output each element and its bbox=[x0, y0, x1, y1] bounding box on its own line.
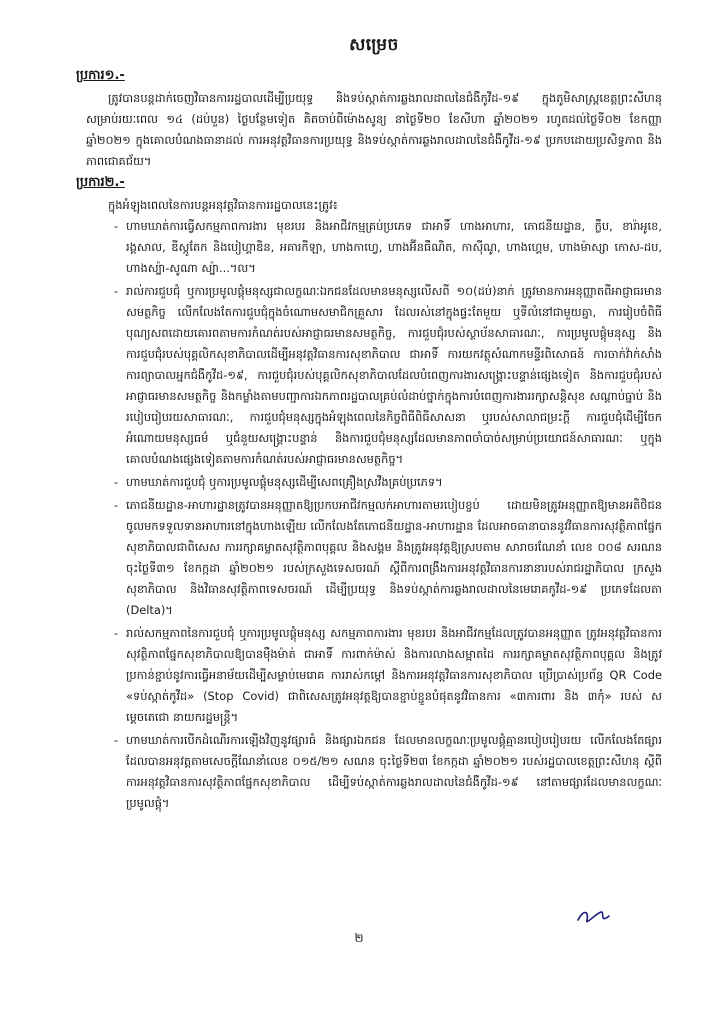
bullet-text: រាល់ការជួបជុំ ឬការប្រមូលផ្តុំមនុស្សជាលក្ខណៈឯកជនដែលមានមនុស្សលើសពី ១០(ដប់)នាក់ ត្រូវមានការអនុញ្ញាតពីអាជ្ញាធរមានសមត្ថកិច្ច លើកលែងតែការជួបជុំក្នុងចំណោមសមាជិកគ្រួសារ ដែលរស់នៅក្នុងផ្ទះតែមួយ ឬទីលំនៅជាមួយគ្នា, ការរៀបចំពិធីបុណ្យសពដោយគោរពតាមការកំណត់របស់អាជ្ញាធរមានសមត្ថកិច្ច, ការជួបជុំរបស់ស្ថាប័នសាធារណៈ, ការប្រមូលផ្តុំមនុស្ស និងការជួបជុំរបស់បុគ្គលិកសុខាភិបាលដើម្បីអនុវត្តវិធានការសុខាភិបាល ជាអាទិ៍ ការយកវត្ថុសំណាកមន្ទីរពិសោធន៍ ការចាក់វ៉ាក់សាំង ការព្យាបាលអ្នកជំងឺកូវីដ-១៩, ការជួបជុំរបស់បុគ្គលិកសុខាភិបាលដែលបំពេញការងារសង្គ្រោះបន្ទាន់ផ្សេងទៀត និងការជួបជុំរបស់អាជ្ញាធរមានសមត្ថកិច្ច និងកម្លាំងតាមបញ្ជាការឯកភាពរដ្ឋបាលគ្រប់លំដាប់ថ្នាក់ក្នុងការបំពេញការងាររក្សាសន្តិសុខ សណ្តាប់ធ្នាប់ និងរបៀបរៀបរយសាធារណៈ, ការជួបជុំមនុស្សក្នុងអំឡុងពេលនៃកិច្ចពិធីពិធីសាសនា ឬរបស់សាលាជម្រះក្តី ការជួបជុំដើម្បីចែកអំណោយមនុស្សធម៌ ឬជំនួយសង្គ្រោះបន្ទាន់ និងការជួបជុំមនុស្សដែលមានភាពចាំបាច់សម្រាប់ប្រយោជន៍សាធារណៈ ឬក្នុងគោលបំណងផ្សេងទៀតតាមការកំណត់របស់អាជ្ញាធរមានសមត្ថកិច្ច។ bbox=[126, 284, 662, 466]
bullet-item: - ភោជនីយដ្ឋាន-អាហារដ្ឋានត្រូវបានអនុញ្ញាតឱ្យប្រកបអាជីវកម្មលក់អាហារតាមរបៀបខ្ចប់ ដោយមិនត្រូវអនុញ្ញាតឱ្យមានអតិថិជនចូលមកទទួលទានអាហារនៅក្នុងហាងឡើយ លើកលែងតែភោជនីយដ្ឋាន-អាហារដ្ឋាន ដែលអាចធានាបាននូវវិធានការសុវត្ថិភាពផ្នែកសុខាភិបាលជាពិសេស ការរក្សាគម្លាតសុវត្ថិភាពបុគ្គល និងសង្គម និងត្រូវអនុវត្តឱ្យស្របតាម សារាចរណែនាំ លេខ ០០៨ សរណន ចុះថ្ងៃទី៣១ ខែកក្កដា ឆ្នាំ២០២១ របស់ក្រសួងទេសចរណ៍ ស្តីពីការពង្រឹងការអនុវត្តវិធានការនានារបស់រាជរដ្ឋាភិបាល ក្រសួងសុខាភិបាល និងវិធានសុវត្ថិភាពទេសចរណ៍ ដើម្បីប្រយុទ្ធ និងទប់ស្កាត់ការឆ្លងរាលដាលនៃមេរោគកូវីដ-១៩ ប្រភេទដែលតា (Delta)។ bbox=[114, 498, 662, 617]
initials-signature-mark bbox=[575, 906, 615, 928]
bullet-item: - រាល់សកម្មភាពនៃការជួបជុំ ឬការប្រមូលផ្តុំមនុស្ស សកម្មភាពការងារ មុខរបរ និងអាជីវកម្មដែលត្រូវបានអនុញ្ញាត ត្រូវអនុវត្តវិធានការសុវត្ថិភាពផ្នែកសុខាភិបាលឱ្យបានម៉ឺងម៉ាត់ ជាអាទិ៍ ការពាក់ម៉ាស់ និងការលាងសម្អាតដៃ ការរក្សាគម្លាតសុវត្ថិភាពបុគ្គល និងត្រូវប្រកាន់ខ្ជាប់នូវការធ្វើអនាម័យដើម្បីសម្លាប់មេរោគ ការរាស់កម្តៅ និងការអនុវត្តវិធានការសុខាភិបាល ប្រើប្រាស់ប្រព័ន្ធ QR Code «ទប់ស្កាត់កូវីដ» (Stop Covid) ជាពិសេសត្រូវអនុវត្តឱ្យបានខ្ជាប់ខ្ជួនបំផុតនូវវិធានការ «៣ការពារ និង ៣កុំ» របស់ សម្តេចតេជោ នាយករដ្ឋមន្ត្រី។ bbox=[114, 626, 662, 724]
article-2-bullet-list bbox=[86, 216, 662, 814]
bullet-text: ហាមឃាត់ការជួបជុំ ឬការប្រមូលផ្តុំមនុស្សដើម្បីសេពគ្រឿងស្រវឹងគ្រប់ប្រភេទ។ bbox=[126, 475, 443, 489]
page-number: ២ bbox=[354, 931, 364, 945]
bullet-text: ហាមឃាត់ការបើកដំណើរការឡើងវិញនូវផ្សារធំ និងផ្សារឯកជន ដែលមានលក្ខណៈប្រមូលផ្តុំគ្មានរបៀបរៀបរយ លើកលែងតែផ្សារដែលបានអនុវត្តតាមសេចក្តីណែនាំលេខ ០១៥/២១ សណន ចុះថ្ងៃទី២៣ ខែកក្កដា ឆ្នាំ២០២១ របស់រដ្ឋបាលខេត្តព្រះសីហនុ ស្តីពីការអនុវត្តវិធានការសុវត្ថិភាពផ្នែកសុខាភិបាល ដើម្បីទប់ស្កាត់ការឆ្លងរាលដាលនៃជំងឺកូវីដ-១៩ នៅតាមផ្សារដែលមានលក្ខណៈប្រមូលផ្តុំ។ bbox=[126, 733, 662, 810]
article-2-heading: ប្រការ២.- bbox=[76, 175, 125, 190]
article-1-text: ត្រូវបានបន្តដាក់ចេញវិធានការរដ្ឋបាលដើម្បីប្រយុទ្ធ និងទប់ស្កាត់ការឆ្លងរាលដាលនៃជំងឺកូវីដ-១៩ ក្នុងភូមិសាស្ត្រខេត្តព្រះសីហនុ សម្រាប់រយៈពេល ១៤ (ដប់បួន) ថ្ងៃបន្ថែមទៀត គិតចាប់ពីម៉ោងសូន្យ នាថ្ងៃទី២០ ខែសីហា ឆ្នាំ២០២១ រហូតដល់ថ្ងៃទី០២ ខែកញ្ញា ឆ្នាំ២០២១ ក្នុងគោលបំណងធានាដល់ ការអនុវត្តវិធានការប្រយុទ្ធ និងទប់ស្កាត់ការឆ្លងរាលដាលនៃជំងឺកូវីដ-១៩ ប្រកបដោយប្រសិទ្ធភាព និងភាពជោគជ័យ។ bbox=[86, 91, 662, 168]
article-2-intro: ក្នុងអំឡុងពេលនៃការបន្តអនុវត្តវិធានការរដ្ឋបាលនេះត្រូវ៖ bbox=[108, 198, 338, 212]
article-1-heading: ប្រការ១.- bbox=[76, 68, 125, 83]
bullet-item: - ហាមឃាត់ការបើកដំណើរការឡើងវិញនូវផ្សារធំ និងផ្សារឯកជន ដែលមានលក្ខណៈប្រមូលផ្តុំគ្មានរបៀបរៀបរយ លើកលែងតែផ្សារដែលបានអនុវត្តតាមសេចក្តីណែនាំលេខ ០១៥/២១ សណន ចុះថ្ងៃទី២៣ ខែកក្កដា ឆ្នាំ២០២១ របស់រដ្ឋបាលខេត្តព្រះសីហនុ ស្តីពីការអនុវត្តវិធានការសុវត្ថិភាពផ្នែកសុខាភិបាល ដើម្បីទប់ស្កាត់ការឆ្លងរាលដាលនៃជំងឺកូវីដ-១៩ នៅតាមផ្សារដែលមានលក្ខណៈប្រមូលផ្តុំ។ bbox=[114, 733, 662, 810]
bullet-item: - ហាមឃាត់ការធ្វើសកម្មភាពការងារ មុខរបរ និងអាជីវកម្មគ្រប់ប្រភេទ ជាអាទិ៍ ហាងអាហារ, ភោជនីយដ្ឋាន, ក្លឹប, ខារ៉ាអូខេ, រង្គសាល, ឌីស្កូតែក និងបៀហ្គាឌិន, អគារកីឡា, ហាងកាហ្វេ, ហាងអ៊ីនធឺណិត, កាស៊ីណូ, ហាងហ្គេម, ហាងម៉ាស្សា កោស-ដប, ហាងស្ប៉ា-សូណា ស្ប៉ា...។ល។ bbox=[114, 219, 662, 275]
bullet-text: រាល់សកម្មភាពនៃការជួបជុំ ឬការប្រមូលផ្តុំមនុស្ស សកម្មភាពការងារ មុខរបរ និងអាជីវកម្មដែលត្រូវបានអនុញ្ញាត ត្រូវអនុវត្តវិធានការសុវត្ថិភាពផ្នែកសុខាភិបាលឱ្យបានម៉ឺងម៉ាត់ ជាអាទិ៍ ការពាក់ម៉ាស់ និងការលាងសម្អាតដៃ ការរក្សាគម្លាតសុវត្ថិភាពបុគ្គល និងត្រូវប្រកាន់ខ្ជាប់នូវការធ្វើអនាម័យដើម្បីសម្លាប់មេរោគ ការរាស់កម្តៅ និងការអនុវត្តវិធានការសុខាភិបាល ប្រើប្រាស់ប្រព័ន្ធ QR Code «ទប់ស្កាត់កូវីដ» (Stop Covid) ជាពិសេសត្រូវអនុវត្តឱ្យបានខ្ជាប់ខ្ជួនបំផុតនូវវិធានការ «៣ការពារ និង ៣កុំ» របស់ សម្តេចតេជោ នាយករដ្ឋមន្ត្រី។ bbox=[126, 626, 662, 724]
bullet-text: ភោជនីយដ្ឋាន-អាហារដ្ឋានត្រូវបានអនុញ្ញាតឱ្យប្រកបអាជីវកម្មលក់អាហារតាមរបៀបខ្ចប់ ដោយមិនត្រូវអនុញ្ញាតឱ្យមានអតិថិជនចូលមកទទួលទានអាហារនៅក្នុងហាងឡើយ លើកលែងតែភោជនីយដ្ឋាន-អាហារដ្ឋាន ដែលអាចធានាបាននូវវិធានការសុវត្ថិភាពផ្នែកសុខាភិបាលជាពិសេស ការរក្សាគម្លាតសុវត្ថិភាពបុគ្គល និងសង្គម និងត្រូវអនុវត្តឱ្យស្របតាម សារាចរណែនាំ លេខ ០០៨ សរណន ចុះថ្ងៃទី៣១ ខែកក្កដា ឆ្នាំ២០២១ របស់ក្រសួងទេសចរណ៍ ស្តីពីការពង្រឹងការអនុវត្តវិធានការនានារបស់រាជរដ្ឋាភិបាល ក្រសួងសុខាភិបាល និងវិធានសុវត្ថិភាពទេសចរណ៍ ដើម្បីប្រយុទ្ធ និងទប់ស្កាត់ការឆ្លងរាលដាលនៃមេរោគកូវីដ-១៩ ប្រភេទដែលតា (Delta)។ bbox=[126, 498, 662, 617]
bullet-text: ហាមឃាត់ការធ្វើសកម្មភាពការងារ មុខរបរ និងអាជីវកម្មគ្រប់ប្រភេទ ជាអាទិ៍ ហាងអាហារ, ភោជនីយដ្ឋាន, ក្លឹប, ខារ៉ាអូខេ, រង្គសាល, ឌីស្កូតែក និងបៀហ្គាឌិន, អគារកីឡា, ហាងកាហ្វេ, ហាងអ៊ីនធឺណិត, កាស៊ីណូ, ហាងហ្គេម, ហាងម៉ាស្សា កោស-ដប, ហាងស្ប៉ា-សូណា ស្ប៉ា...។ល។ bbox=[126, 219, 662, 275]
bullet-item: - រាល់ការជួបជុំ ឬការប្រមូលផ្តុំមនុស្សជាលក្ខណៈឯកជនដែលមានមនុស្សលើសពី ១០(ដប់)នាក់ ត្រូវមានការអនុញ្ញាតពីអាជ្ញាធរមានសមត្ថកិច្ច លើកលែងតែការជួបជុំក្នុងចំណោមសមាជិកគ្រួសារ ដែលរស់នៅក្នុងផ្ទះតែមួយ ឬទីលំនៅជាមួយគ្នា, ការរៀបចំពិធីបុណ្យសពដោយគោរពតាមការកំណត់របស់អាជ្ញាធរមានសមត្ថកិច្ច, ការជួបជុំរបស់ស្ថាប័នសាធារណៈ, ការប្រមូលផ្តុំមនុស្ស និងការជួបជុំរបស់បុគ្គលិកសុខាភិបាលដើម្បីអនុវត្តវិធានការសុខាភិបាល ជាអាទិ៍ ការយកវត្ថុសំណាកមន្ទីរពិសោធន៍ ការចាក់វ៉ាក់សាំង ការព្យាបាលអ្នកជំងឺកូវីដ-១៩, ការជួបជុំរបស់បុគ្គលិកសុខាភិបាលដែលបំពេញការងារសង្គ្រោះបន្ទាន់ផ្សេងទៀត និងការជួបជុំរបស់អាជ្ញាធរមានសមត្ថកិច្ច និងកម្លាំងតាមបញ្ជាការឯកភាពរដ្ឋបាលគ្រប់លំដាប់ថ្នាក់ក្នុងការបំពេញការងាររក្សាសន្តិសុខ សណ្តាប់ធ្នាប់ និងរបៀបរៀបរយសាធារណៈ, ការជួបជុំមនុស្សក្នុងអំឡុងពេលនៃកិច្ចពិធីពិធីសាសនា ឬរបស់សាលាជម្រះក្តី ការជួបជុំដើម្បីចែកអំណោយមនុស្សធម៌ ឬជំនួយសង្គ្រោះបន្ទាន់ និងការជួបជុំមនុស្សដែលមានភាពចាំបាច់សម្រាប់ប្រយោជន៍សាធារណៈ ឬក្នុងគោលបំណងផ្សេងទៀតតាមការកំណត់របស់អាជ្ញាធរមានសមត្ថកិច្ច។ bbox=[114, 284, 662, 466]
document-title: សម្រេច bbox=[349, 35, 399, 55]
bullet-item: - ហាមឃាត់ការជួបជុំ ឬការប្រមូលផ្តុំមនុស្សដើម្បីសេពគ្រឿងស្រវឹងគ្រប់ប្រភេទ។ bbox=[114, 475, 443, 489]
